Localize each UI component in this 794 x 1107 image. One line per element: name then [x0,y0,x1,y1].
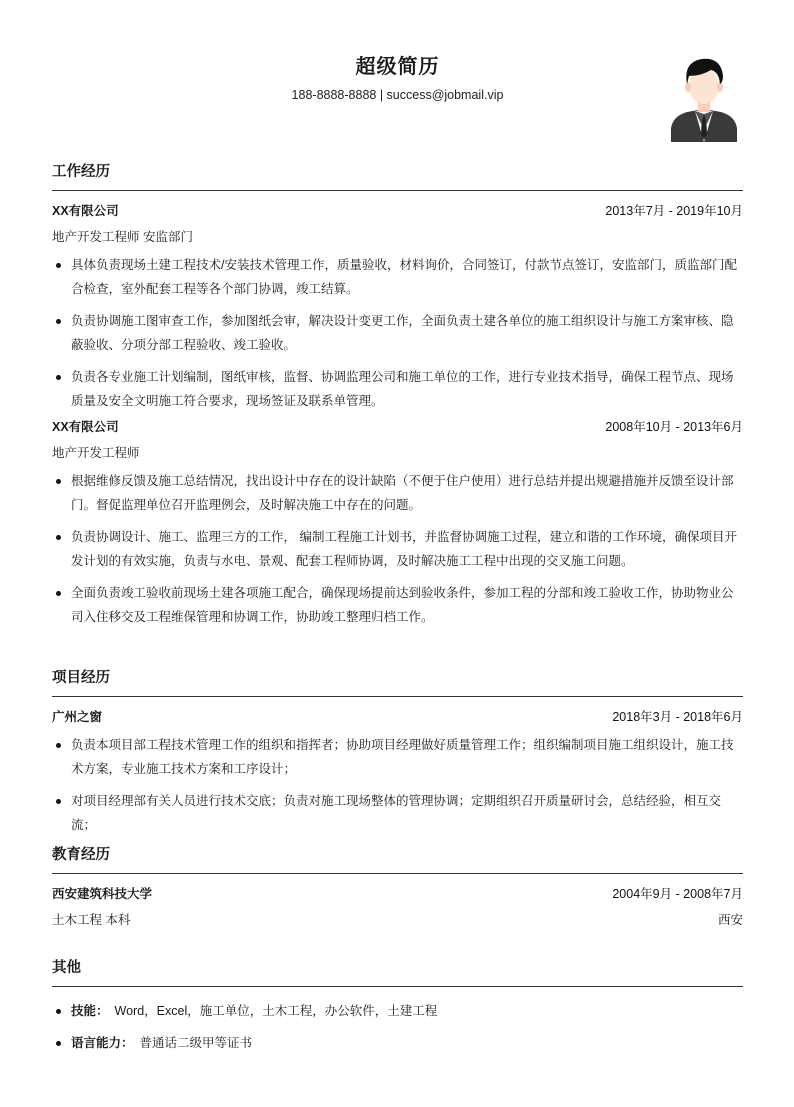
other-section-title: 其他 [52,956,743,987]
list-item [52,999,743,1023]
list-item: 负责协调设计、施工、监理三方的工作， 编制工程施工计划书，并监督协调施工过程，建立和谐的工作环境，确保项目开发计划的有效实施，负责与水电、景观、配套工程师协调，及时解决施工工程中出现的交叉施工问题。 [52,525,743,573]
date-range: 2004年9月 - 2008年7月 [612,887,743,901]
other-list [52,999,743,1055]
school-name: 西安建筑科技大学 [52,887,153,901]
list-item: 根据维修反馈及施工总结情况，找出设计中存在的设计缺陷（不便于住户使用）进行总结并提出规避措施并反馈至设计部门。督促监理单位召开监理例会，及时解决施工中存在的问题。 [52,469,743,517]
candidate-name: 超级简历 [355,56,440,78]
company-name: XX有限公司 [52,204,119,218]
major-degree: 土木工程 本科 [52,913,131,927]
skills-value: Word，Excel，施工单位，土木工程，办公软件，土建工程 [114,1004,438,1018]
list-item: 负责本项目部工程技术管理工作的组织和指挥者；协助项目经理做好质量管理工作；组织编制项目施工组织设计，施工技术方案，专业施工技术方案和工序设计； [52,733,743,781]
project-duty-list [52,733,743,837]
project-name: 广州之窗 [52,710,103,724]
date-range: 2013年7月 - 2019年10月 [605,204,743,218]
list-item: 对项目经理部有关人员进行技术交底；负责对施工现场整体的管理协调；定期组织召开质量研讨会，总结经验，相互交流； [52,789,743,837]
date-range: 2018年3月 - 2018年6月 [612,710,743,724]
contact-info: 188-8888-8888 | success@jobmail.vip [291,88,504,102]
language-value: 普通话二级甲等证书 [139,1036,253,1050]
work-section-title: 工作经历 [52,160,743,191]
education-section-title: 教育经历 [52,843,743,874]
work-entry-1 [52,201,743,413]
school-location: 西安 [717,913,743,927]
duty-list [52,253,743,413]
skills-label: 技能： [71,1004,109,1018]
duty-list [52,469,743,629]
other-section [52,956,743,1063]
work-section [52,160,743,637]
resume-page [52,0,743,1050]
project-section-title: 项目经历 [52,666,743,697]
date-range: 2008年10月 - 2013年6月 [605,420,743,434]
language-label: 语言能力： [71,1036,134,1050]
resume-header [52,0,743,150]
job-title: 地产开发工程师 安监部门 [52,230,193,244]
work-entry-2 [52,417,743,629]
list-item: 具体负责现场土建工程技术/安装技术管理工作，质量验收，材料询价，合同签订，付款节点签订，安监部门，质监部门配合检查，室外配套工程等各个部门协调，竣工结算。 [52,253,743,301]
list-item: 负责各专业施工计划编制，图纸审核，监督、协调监理公司和施工单位的工作，进行专业技术指导，确保工程节点、现场质量及安全文明施工符合要求，现场签证及联系单管理。 [52,365,743,413]
company-name: XX有限公司 [52,420,119,434]
project-section [52,666,743,845]
list-item: 全面负责竣工验收前现场土建各项施工配合，确保现场提前达到验收条件，参加工程的分部和竣工验收工作，协助物业公司入住移交及工程维保管理和协调工作，协助竣工整理归档工作。 [52,581,743,629]
education-section [52,843,743,928]
job-title: 地产开发工程师 [52,446,140,460]
avatar-icon [669,54,739,142]
list-item [52,1031,743,1055]
list-item: 负责协调施工图审查工作，参加图纸会审，解决设计变更工作，全面负责土建各单位的施工组织设计与施工方案审核、隐蔽验收、分项分部工程验收、竣工验收。 [52,309,743,357]
